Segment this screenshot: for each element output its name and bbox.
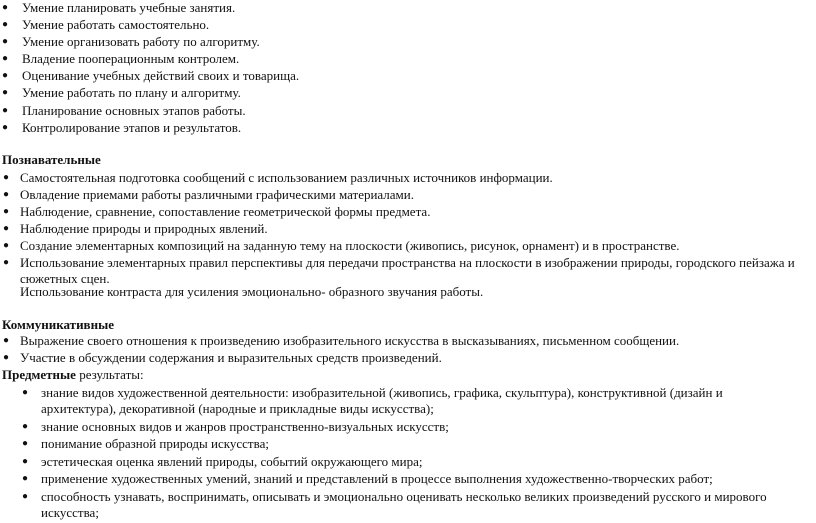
list-item: ● Создание элементарных композиций на заданную тему на плоскости (живопись, рисунок, орнамент) и в пространстве. bbox=[3, 238, 680, 254]
list-item: ● способность узнавать, воспринимать, описывать и эмоционально оценивать несколько великих произведений русского и мирового искусства; bbox=[22, 488, 767, 520]
cognitive-list bbox=[0, 170, 812, 288]
list-item: ● понимание образной природы искусства; bbox=[22, 436, 269, 452]
cognitive-extra-line: Использование контраста для усиления эмоционально- образного звучания работы. bbox=[20, 284, 484, 299]
list-item: ● знание видов художественной деятельности: изобразительной (живопись, графика, скульптура), конструктивной (дизайн и архитектура), декоративной (народные и прикладные виды искусства); bbox=[22, 385, 723, 416]
bullet-icon: ● bbox=[2, 121, 9, 133]
bullet-icon: ● bbox=[22, 455, 29, 467]
list-item: ● Умение планировать учебные занятия. bbox=[2, 0, 236, 15]
list-item: ● эстетическая оценка явлений природы, событий окружающего мира; bbox=[22, 453, 423, 469]
bullet-icon: ● bbox=[2, 2, 9, 13]
list-item: ● Контролирование этапов и результатов. bbox=[2, 119, 242, 135]
list-item: ● Самостоятельная подготовка сообщений с использованием различных источников информации. bbox=[3, 170, 553, 185]
bullet-icon: ● bbox=[3, 240, 10, 252]
bullet-icon: ● bbox=[3, 223, 10, 235]
list-item: ● Владение пооперационным контролем. bbox=[2, 51, 240, 67]
list-item: ● применение художественных умений, знаний и представлений в процессе выполнения художественно-творческих работ; bbox=[22, 471, 713, 487]
bullet-icon: ● bbox=[2, 104, 9, 116]
bullet-icon: ● bbox=[2, 19, 9, 31]
list-item: ● Наблюдение природы и природных явлений. bbox=[3, 221, 268, 237]
bullet-icon: ● bbox=[3, 352, 10, 364]
regulatory-skills-list bbox=[0, 0, 810, 137]
bullet-icon: ● bbox=[22, 387, 29, 398]
list-item: ● Наблюдение, сравнение, сопоставление геометрической формы предмета. bbox=[3, 204, 431, 220]
subject-heading: Предметные результаты: bbox=[2, 367, 144, 382]
bullet-icon: ● bbox=[2, 87, 9, 99]
bullet-icon: ● bbox=[3, 189, 10, 201]
bullet-icon: ● bbox=[3, 206, 10, 218]
bullet-icon: ● bbox=[22, 420, 29, 432]
list-item: ● Оценивание учебных действий своих и товарища. bbox=[2, 68, 300, 84]
list-item: ● Умение организовать работу по алгоритму. bbox=[2, 34, 260, 50]
list-item: ● Умение работать по плану и алгоритму. bbox=[2, 85, 241, 101]
bullet-icon: ● bbox=[2, 36, 9, 48]
bullet-icon: ● bbox=[22, 490, 29, 502]
cognitive-heading: Познавательные bbox=[2, 152, 101, 167]
list-item: ● Планирование основных этапов работы. bbox=[2, 102, 246, 118]
list-item: ● Овладение приемами работы различными графическими материалами. bbox=[3, 187, 414, 203]
bullet-icon: ● bbox=[3, 257, 10, 269]
list-item: ● Выражение своего отношения к произведению изобразительного искусства в высказываниях, письменном сообщении. bbox=[3, 333, 680, 348]
bullet-icon: ● bbox=[3, 172, 10, 183]
bullet-icon: ● bbox=[2, 53, 9, 65]
list-item: ● Умение работать самостоятельно. bbox=[2, 17, 210, 33]
bullet-icon: ● bbox=[3, 335, 10, 346]
list-item: ● знание основных видов и жанров пространственно-визуальных искусств; bbox=[22, 418, 449, 434]
list-item: ● Использование элементарных правил перспективы для передачи пространства на плоскости в изображении природы, городского пейзажа и сюжетных сцен. bbox=[3, 255, 795, 286]
subject-results-list bbox=[0, 385, 800, 523]
bullet-icon: ● bbox=[22, 438, 29, 450]
communicative-list bbox=[0, 333, 812, 367]
list-item: ● Участие в обсуждении содержания и выразительных средств произведений. bbox=[3, 350, 442, 366]
bullet-icon: ● bbox=[22, 473, 29, 485]
bullet-icon: ● bbox=[2, 70, 9, 82]
communicative-heading: Коммуникативные bbox=[2, 317, 114, 332]
